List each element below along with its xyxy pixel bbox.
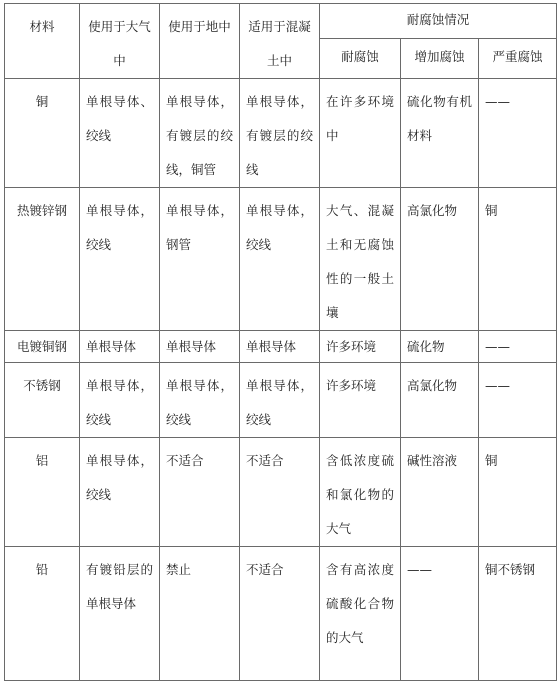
cell-atmosphere: 单根导体 [80, 331, 160, 363]
header-increased: 增加腐蚀 [401, 38, 479, 78]
header-resistant: 耐腐蚀 [320, 38, 401, 78]
cell-atmosphere: 单根导体，绞线 [80, 438, 160, 547]
cell-concrete: 不适合 [240, 438, 320, 547]
cell-underground: 单根导体，绞线 [160, 363, 240, 438]
header-concrete: 适用于混凝土中 [240, 4, 320, 79]
cell-underground: 禁止 [160, 547, 240, 681]
cell-increased: —— [401, 547, 479, 681]
cell-severe: 铜不锈钢 [479, 547, 557, 681]
table-row [5, 331, 557, 363]
cell-atmosphere: 单根导体、绞线 [80, 79, 160, 188]
table-row [5, 438, 557, 547]
table-row [5, 188, 557, 331]
cell-material: 铅 [5, 547, 80, 681]
cell-atmosphere: 单根导体，绞线 [80, 188, 160, 331]
cell-concrete: 单根导体，绞线 [240, 363, 320, 438]
header-material: 材料 [5, 4, 80, 79]
cell-increased: 硫化物有机材料 [401, 79, 479, 188]
cell-increased: 高氯化物 [401, 188, 479, 331]
cell-resistant: 许多环境 [320, 363, 401, 438]
cell-concrete: 单根导体，有镀层的绞线 [240, 79, 320, 188]
cell-resistant: 含低浓度硫和氯化物的大气 [320, 438, 401, 547]
header-corrosion-group: 耐腐蚀情况 [320, 4, 557, 39]
cell-underground: 单根导体，钢管 [160, 188, 240, 331]
table-row [5, 363, 557, 438]
cell-material: 铜 [5, 79, 80, 188]
table-row [5, 547, 557, 681]
cell-underground: 单根导体 [160, 331, 240, 363]
header-atmosphere: 使用于大气中 [80, 4, 160, 79]
cell-severe: —— [479, 79, 557, 188]
cell-underground: 不适合 [160, 438, 240, 547]
cell-resistant: 大气、混凝土和无腐蚀性的一般土壤 [320, 188, 401, 331]
cell-increased: 碱性溶液 [401, 438, 479, 547]
cell-increased: 硫化物 [401, 331, 479, 363]
table-row [5, 79, 557, 188]
header-severe: 严重腐蚀 [479, 38, 557, 78]
materials-table [4, 3, 557, 681]
cell-severe: 铜 [479, 438, 557, 547]
cell-resistant: 含有高浓度硫酸化合物的大气 [320, 547, 401, 681]
cell-severe: 铜 [479, 188, 557, 331]
cell-atmosphere: 单根导体，绞线 [80, 363, 160, 438]
cell-material: 电镀铜钢 [5, 331, 80, 363]
cell-underground: 单根导体，有镀层的绞线，铜管 [160, 79, 240, 188]
cell-concrete: 单根导体，绞线 [240, 188, 320, 331]
cell-material: 热镀锌钢 [5, 188, 80, 331]
cell-material: 不锈钢 [5, 363, 80, 438]
header-underground: 使用于地中 [160, 4, 240, 79]
cell-concrete: 不适合 [240, 547, 320, 681]
cell-concrete: 单根导体 [240, 331, 320, 363]
cell-resistant: 许多环境 [320, 331, 401, 363]
cell-increased: 高氯化物 [401, 363, 479, 438]
cell-resistant: 在许多环境中 [320, 79, 401, 188]
cell-severe: —— [479, 363, 557, 438]
cell-severe: —— [479, 331, 557, 363]
cell-material: 铝 [5, 438, 80, 547]
cell-atmosphere: 有镀铅层的单根导体 [80, 547, 160, 681]
